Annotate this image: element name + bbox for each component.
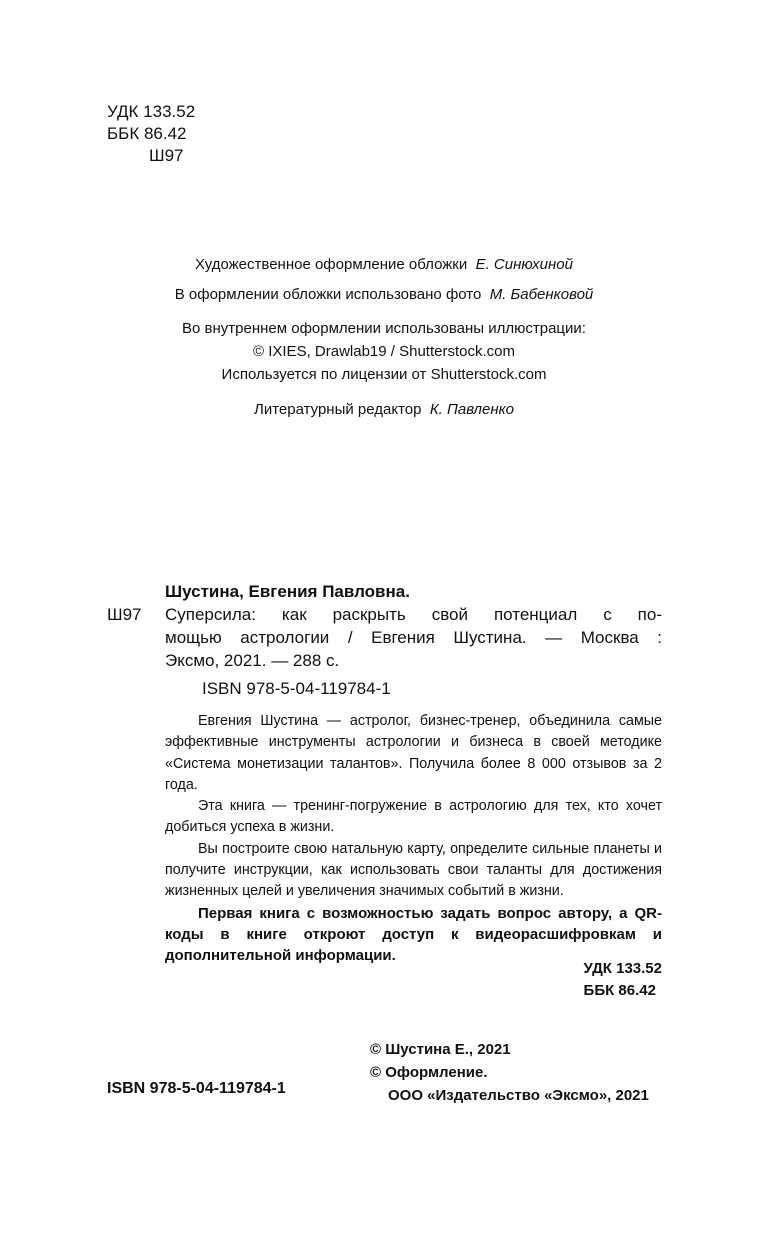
illustrations-line-3: Используется по лицензии от Shutterstock.com (221, 366, 547, 383)
bbk-code: ББК 86.42 (107, 124, 187, 143)
entry-title-line-1: Суперсила: как раскрыть свой потенциал с по- (165, 605, 662, 624)
entry-code: Ш97 (107, 605, 142, 624)
entry-title-line-2: мощью астрологии / Евгения Шустина. — Москва : (165, 628, 662, 647)
cover-design-label: Художественное оформление обложки (195, 256, 468, 273)
editor-label: Литературный редактор (253, 401, 422, 418)
illustrations-line-2: © IXIES, Drawlab19 / Shutterstock.com (253, 343, 515, 360)
copyright-line-2: © Оформление. (370, 1064, 488, 1081)
annotation-paragraph-bold: Первая книга с возможностью задать вопрос автору, а QR-коды в книге откроют доступ к видеорасшифровкам и дополнительной информации. (165, 904, 662, 965)
annotation (165, 711, 662, 967)
copyright-block (370, 1038, 649, 1107)
editor-name: К. Павленко (429, 401, 515, 418)
classification-block (107, 101, 195, 167)
entry-isbn: ISBN 978-5-04-119784-1 (202, 679, 391, 698)
udk-code: УДК 133.52 (107, 102, 196, 121)
cover-design-credit (0, 253, 768, 276)
cover-design-name: Е. Синюхиной (475, 256, 573, 273)
entry-author: Шустина, Евгения Павловна. (165, 582, 410, 601)
copyright-line-1: © Шустина Е., 2021 (370, 1041, 511, 1058)
cover-photo-name: М. Бабенковой (489, 286, 594, 303)
bottom-bbk: ББК 86.42 (583, 982, 656, 999)
annotation-paragraph-2: Эта книга — тренинг-погружение в астрологию для тех, кто хочет добиться успеха в жизни. (165, 798, 662, 836)
annotation-paragraph-3: Вы построите свою натальную карту, определите сильные планеты и получите инструкции, как использовать свои таланты для достижения жизненных целей и увеличения значимых событий в жизни. (165, 840, 662, 900)
illustrations-line-1: Во внутреннем оформлении использованы иллюстрации: (182, 320, 586, 337)
bottom-classification (584, 958, 662, 1002)
author-code: Ш97 (149, 146, 184, 165)
illustrations-credit (0, 317, 768, 386)
bibliographic-entry (107, 580, 662, 700)
bottom-udk: УДК 133.52 (583, 960, 662, 977)
cover-photo-label: В оформлении обложки использовано фото (174, 286, 482, 303)
copyright-line-3: ООО «Издательство «Эксмо», 2021 (388, 1087, 649, 1104)
entry-title-row (107, 603, 662, 672)
entry-title-line-3: Эксмо, 2021. — 288 с. (165, 651, 340, 670)
annotation-paragraph-1: Евгения Шустина — астролог, бизнес-тренер, объединила самые эффективные инструменты астрологии и бизнеса в своей методике «Система монетизации талантов». Получила более 8 000 отзывов за 2 года. (165, 713, 662, 793)
editor-credit (0, 398, 768, 421)
cover-photo-credit (0, 283, 768, 306)
isbn-bottom: ISBN 978-5-04-119784-1 (107, 1080, 286, 1097)
